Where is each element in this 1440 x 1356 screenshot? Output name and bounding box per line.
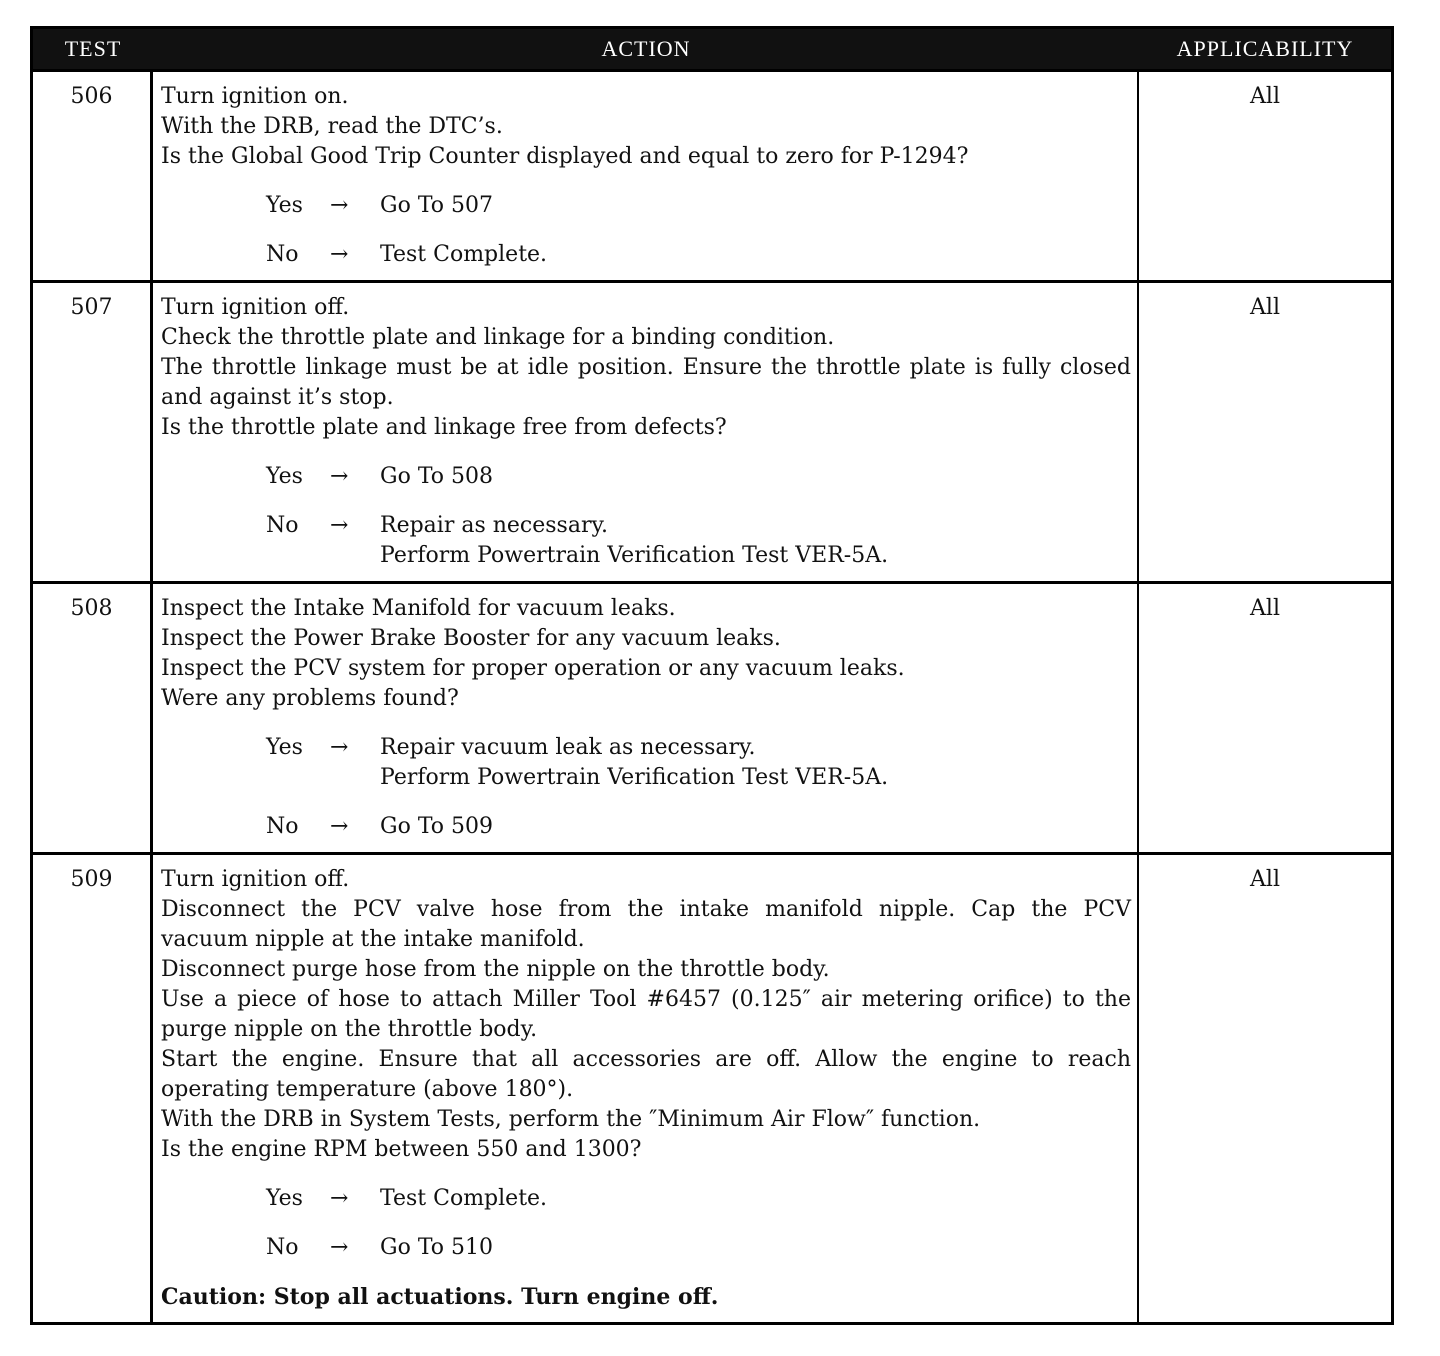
action-line: purge nipple on the throttle body. (161, 1017, 538, 1042)
yes-branch (161, 733, 1131, 793)
action-line: Turn ignition off. (161, 867, 350, 892)
yes-label: Yes (266, 193, 303, 218)
caution-note: Caution: Stop all actuations. Turn engine off. (161, 1284, 719, 1310)
action-line: With the DRB in System Tests, perform the ″Minimum Air Flow″ function. (161, 1107, 981, 1132)
yes-branch (161, 1184, 1131, 1214)
yes-text: Repair vacuum leak as necessary. (380, 735, 756, 760)
header-action: ACTION (601, 36, 691, 61)
test-number: 506 (33, 72, 153, 280)
diagnostic-table (30, 26, 1394, 1325)
arrow-icon: → (330, 464, 349, 489)
action-line: Turn ignition on. (161, 84, 349, 109)
action-line: Inspect the Power Brake Booster for any vacuum leaks. (161, 626, 781, 651)
action-line: Inspect the Intake Manifold for vacuum leaks. (161, 596, 676, 621)
applicability-value: All (1250, 84, 1280, 109)
yes-text: Test Complete. (380, 1186, 548, 1211)
action-line: The throttle linkage must be at idle position. Ensure the throttle plate is fully closed (161, 355, 1131, 380)
yes-text: Perform Powertrain Verification Test VER-5A. (380, 765, 889, 790)
applicability-value: All (1250, 596, 1280, 621)
arrow-icon: → (330, 1235, 349, 1260)
no-label: No (266, 513, 299, 538)
yes-label: Yes (266, 1186, 303, 1211)
no-text: Go To 509 (380, 814, 494, 839)
table-row (33, 581, 1391, 852)
action-cell (153, 72, 1139, 280)
action-line: With the DRB, read the DTC’s. (161, 114, 503, 139)
yes-label: Yes (266, 735, 303, 760)
yes-text: Go To 507 (380, 193, 494, 218)
action-line: Disconnect purge hose from the nipple on the throttle body. (161, 957, 830, 982)
no-label: No (266, 242, 299, 267)
action-line: Is the throttle plate and linkage free from defects? (161, 415, 727, 440)
action-line: and against it’s stop. (161, 385, 394, 410)
applicability-value: All (1250, 867, 1280, 892)
action-line: Inspect the PCV system for proper operation or any vacuum leaks. (161, 656, 905, 681)
action-line: vacuum nipple at the intake manifold. (161, 927, 585, 952)
action-line: Is the engine RPM between 550 and 1300? (161, 1137, 642, 1162)
table-row (33, 280, 1391, 581)
test-number: 508 (33, 584, 153, 852)
table-row (33, 69, 1391, 280)
arrow-icon: → (330, 242, 349, 267)
arrow-icon: → (330, 513, 349, 538)
no-branch (161, 812, 1131, 842)
yes-branch (161, 191, 1131, 221)
table-header (33, 29, 1391, 69)
action-line: Start the engine. Ensure that all accessories are off. Allow the engine to reach (161, 1047, 1131, 1072)
action-line: Turn ignition off. (161, 295, 350, 320)
no-text: Repair as necessary. (380, 513, 608, 538)
action-cell (153, 283, 1139, 581)
arrow-icon: → (330, 1186, 349, 1211)
no-branch (161, 1233, 1131, 1263)
arrow-icon: → (330, 814, 349, 839)
yes-text: Go To 508 (380, 464, 494, 489)
arrow-icon: → (330, 735, 349, 760)
no-label: No (266, 1235, 299, 1260)
action-line: Check the throttle plate and linkage for a binding condition. (161, 325, 835, 350)
test-number: 509 (33, 855, 153, 1322)
yes-branch (161, 462, 1131, 492)
no-text: Test Complete. (380, 242, 548, 267)
arrow-icon: → (330, 193, 349, 218)
yes-label: Yes (266, 464, 303, 489)
action-cell (153, 584, 1139, 852)
action-line: Disconnect the PCV valve hose from the intake manifold nipple. Cap the PCV (161, 897, 1131, 922)
action-cell (153, 855, 1139, 1322)
no-text: Perform Powertrain Verification Test VER-5A. (380, 543, 889, 568)
action-line: Use a piece of hose to attach Miller Tool #6457 (0.125″ air metering orifice) to the (161, 987, 1131, 1012)
no-branch (161, 240, 1131, 270)
test-number: 507 (33, 283, 153, 581)
no-branch (161, 511, 1131, 571)
action-line: operating temperature (above 180°). (161, 1077, 574, 1102)
no-label: No (266, 814, 299, 839)
header-test: TEST (64, 36, 122, 61)
no-text: Go To 510 (380, 1235, 494, 1260)
action-line: Were any problems found? (161, 686, 459, 711)
action-line: Is the Global Good Trip Counter displayed and equal to zero for P-1294? (161, 144, 969, 169)
applicability-value: All (1250, 295, 1280, 320)
header-applicability: APPLICABILITY (1176, 36, 1354, 61)
table-row (33, 852, 1391, 1322)
